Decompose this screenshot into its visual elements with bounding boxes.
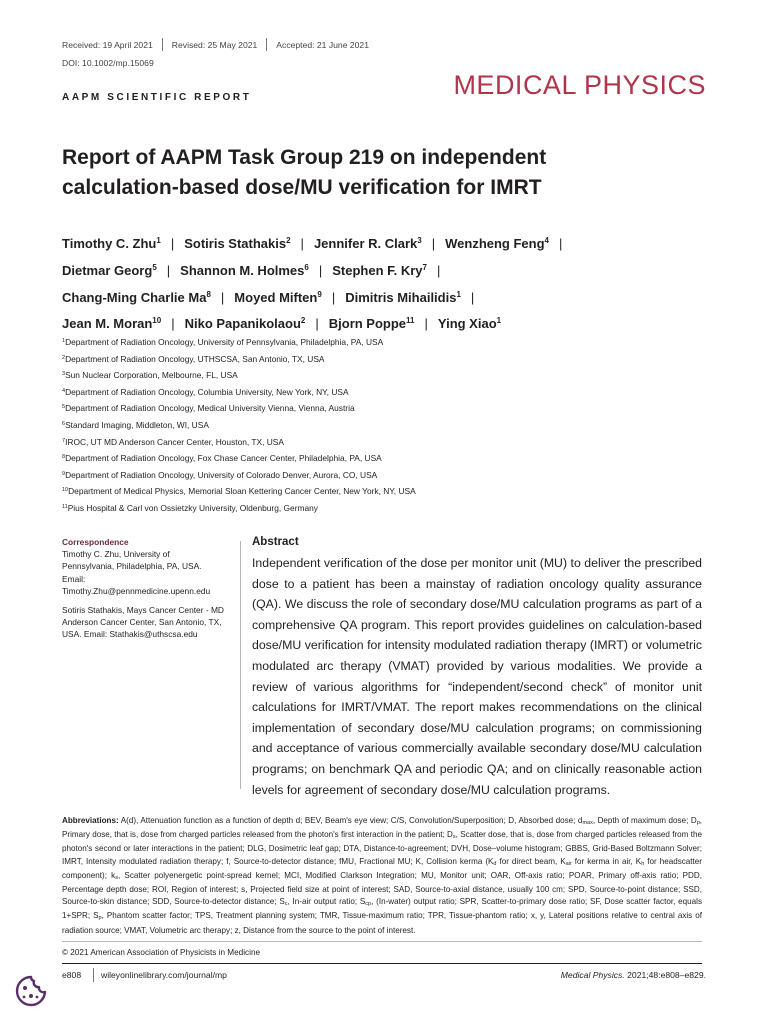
affiliation: $^{10}$Department of Medical Physics, Memorial Sloan Kettering Cancer Center, New York, NY, USA — [62, 486, 416, 497]
title-line: calculation-based dose/MU verification for IMRT — [62, 176, 542, 199]
affiliation: $^9$Department of Radiation Oncology, University of Colorado Denver, Aurora, CO, USA — [62, 469, 378, 480]
author-line — [62, 283, 712, 310]
citation — [561, 970, 706, 980]
doi[interactable]: DOI: 10.1002/mp.15069 — [62, 58, 154, 68]
copyright: © 2021 American Association of Physicists in Medicine — [62, 948, 261, 957]
footer-rule — [62, 941, 702, 942]
author-separator: | — [331, 289, 336, 305]
abbreviations: Abbreviations: A(d), Attenuation function as a function of depth d; BEV, Beam's eye view; C/S, Convolution/Superposition; D, Absorbed dose; $d_{max}$, Depth of maximum dose; $D_p$, Primary dose, that is, dose from charged particles released from the photon's first interaction in the patient; $D_s$, Scatter dose, that is, dose from charged particles released from the photon's second or later interactions in the patient; DLG, Dosimetric leaf gap; DTA, Distance-to-agreement; DVH, Dose–volume histogram; GBBS, Grid-Based Boltzmann Solver; IMRT, Intensity modulated radiation therapy; f, Source-to-detector distance; fMU, Fractional MU; K, Collision kerma ($K_d$ for direct beam, $K_{air}$ for kerma in air, $K_h$ for headscatter component); $k_s$, Scatter polyenergetic point-spread kernel; MCI, Modified Clarkson Integration; MU, Monitor unit; OAR, Off-axis ratio; POAR, Primary off-axis ratio; PDD, Percentage depth dose; ROI, Region of interest; s, Projected field size at point of interest; SAD, Source-to-axial distance, usually 100 cm; SPD, Source-to-point distance; SSD, Source-to-skin distance; SDD, Source-to-detector distance; $S_c$, In-air output ratio; $S_{cp}$, (In-water) output ratio; SPR, Scatter-to-primary dose ratio; SF, Dose scatter factor, equals 1+SPR; $S_p$, Phantom scatter factor; TPS, Treatment planning system; TMR, Tissue-maximum ratio; TPR, Tissue-phantom ratio; x, y, Lateral positions relative to central axis of radiation source; VMAT, Volumetric arc therapy; z, Distance from the source to the point of interest. — [62, 816, 702, 935]
abstract-heading: Abstract — [252, 536, 299, 548]
cookie-settings-icon[interactable] — [12, 972, 50, 1010]
revised-date: Revised: 25 May 2021 — [171, 39, 258, 50]
abbreviations-label: Abbreviations: — [62, 816, 119, 825]
accepted-date: Accepted: 21 June 2021 — [276, 39, 369, 50]
author-separator: | — [315, 316, 319, 332]
citation-details: 2021;48:e808–e829. — [624, 970, 706, 980]
affiliation: $^{11}$Pius Hospital & Carl von Ossietzky University, Oldenburg, Germany — [62, 502, 318, 513]
article-dates — [62, 38, 369, 51]
page-number: e808 — [62, 970, 82, 980]
correspondence-contact: Sotiris Stathakis, Mays Cancer Center - MD Anderson Cancer Center, San Antonio, TX, USA. Email: Stathakis@uthscsa.edu — [62, 605, 224, 640]
author-separator: | — [431, 236, 436, 251]
correspondence — [62, 536, 224, 648]
abstract-text: Independent verification of the dose per monitor unit (MU) to deliver the prescribed dose to a patient has been a mainstay of radiation oncology quality assurance (QA). We discuss the role of secondary dose/MU calculation programs as part of a comprehensive QA program. This report provides guidelines on calculation-based dose/MU verification for intensity modulated radiation therapy (IMRT) or volumetric modulated arc therapy (VMAT) provided by various modalities. We provide a review of various algorithms for “independent/second check” of monitor unit calculations for IMRT/VMAT. The report makes recommendations on the clinical implementation of secondary dose/MU calculation programs; on commissioning and acceptance of various commercially available secondary dose/MU calculation programs; on benchmark QA and periodic QA; and on clinically reasonable action levels for agreement of secondary dose/MU calculation programs. — [252, 556, 702, 797]
affiliation: $^4$Department of Radiation Oncology, Columbia University, New York, NY, USA — [62, 386, 349, 397]
affiliation: $^3$Sun Nuclear Corporation, Melbourne, FL, USA — [62, 370, 238, 381]
affiliation-list — [62, 334, 702, 517]
author-line — [62, 256, 712, 283]
author-separator: | — [166, 262, 171, 278]
author[interactable]: Dietmar Georg$^5$ — [62, 262, 157, 278]
author[interactable]: Chang-Ming Charlie Ma$^8$ — [62, 289, 211, 305]
author-list — [62, 229, 712, 336]
author[interactable]: Dimitris Mihailidis$^1$ — [345, 289, 461, 305]
author[interactable]: Shannon M. Holmes$^6$ — [180, 262, 309, 278]
author[interactable]: Stephen F. Kry$^7$ — [332, 262, 427, 278]
author[interactable]: Moyed Miften$^9$ — [234, 289, 322, 305]
affiliation: $^8$Department of Radiation Oncology, Fox Chase Cancer Center, Philadelphia, PA, USA — [62, 453, 382, 464]
author-line — [62, 309, 712, 336]
title-line: Report of AAPM Task Group 219 on independent — [62, 146, 547, 169]
author[interactable]: Ying Xiao$^1$ — [437, 316, 502, 332]
affiliation: $^6$Standard Imaging, Middleton, WI, USA — [62, 419, 209, 430]
received-date: Received: 19 April 2021 — [62, 39, 153, 50]
author[interactable]: Niko Papanikolaou$^2$ — [184, 316, 306, 332]
author[interactable]: Timothy C. Zhu$^1$ — [62, 236, 161, 251]
author[interactable]: Bjorn Poppe$^{11}$ — [328, 316, 415, 332]
footer-separator — [93, 968, 94, 982]
report-type: AAPM SCIENTIFIC REPORT — [62, 92, 252, 103]
paper-title — [62, 143, 702, 203]
author[interactable]: Sotiris Stathakis$^2$ — [184, 236, 291, 251]
correspondence-contact: Timothy C. Zhu, University of Pennsylvania, Philadelphia, PA, USA. Email: Timothy.Zhu@pennmedicine.upenn.edu — [62, 549, 211, 596]
column-divider — [240, 541, 241, 789]
author-separator: | — [171, 316, 175, 332]
author[interactable]: Wenzheng Feng$^4$ — [445, 236, 549, 251]
affiliation: $^2$Department of Radiation Oncology, UTHSCSA, San Antonio, TX, USA — [62, 353, 325, 364]
author-line — [62, 229, 712, 256]
author-separator: | — [559, 236, 563, 251]
author-separator: | — [436, 262, 441, 278]
footer-rule — [62, 963, 702, 964]
affiliation: $^7$IROC, UT MD Anderson Cancer Center, Houston, TX, USA — [62, 436, 284, 447]
journal-name: MEDICAL PHYSICS — [453, 70, 706, 100]
date-separator — [162, 38, 163, 51]
citation-journal: Medical Physics. — [560, 970, 625, 980]
author-separator: | — [424, 316, 428, 332]
affiliation: $^1$Department of Radiation Oncology, University of Pennsylvania, Philadelphia, PA, USA — [62, 337, 384, 347]
author-separator: | — [170, 236, 175, 251]
journal-url[interactable]: wileyonlinelibrary.com/journal/mp — [101, 970, 227, 980]
author[interactable]: Jennifer R. Clark$^3$ — [313, 236, 422, 251]
author-separator: | — [220, 289, 225, 305]
correspondence-heading: Correspondence — [62, 537, 129, 547]
affiliation: $^5$Department of Radiation Oncology, Medical University Vienna, Vienna, Austria — [62, 403, 355, 414]
author-separator: | — [318, 262, 323, 278]
author-separator: | — [300, 236, 304, 251]
author-separator: | — [470, 289, 475, 305]
author[interactable]: Jean M. Moran$^{10}$ — [62, 316, 162, 332]
date-separator — [266, 38, 267, 51]
